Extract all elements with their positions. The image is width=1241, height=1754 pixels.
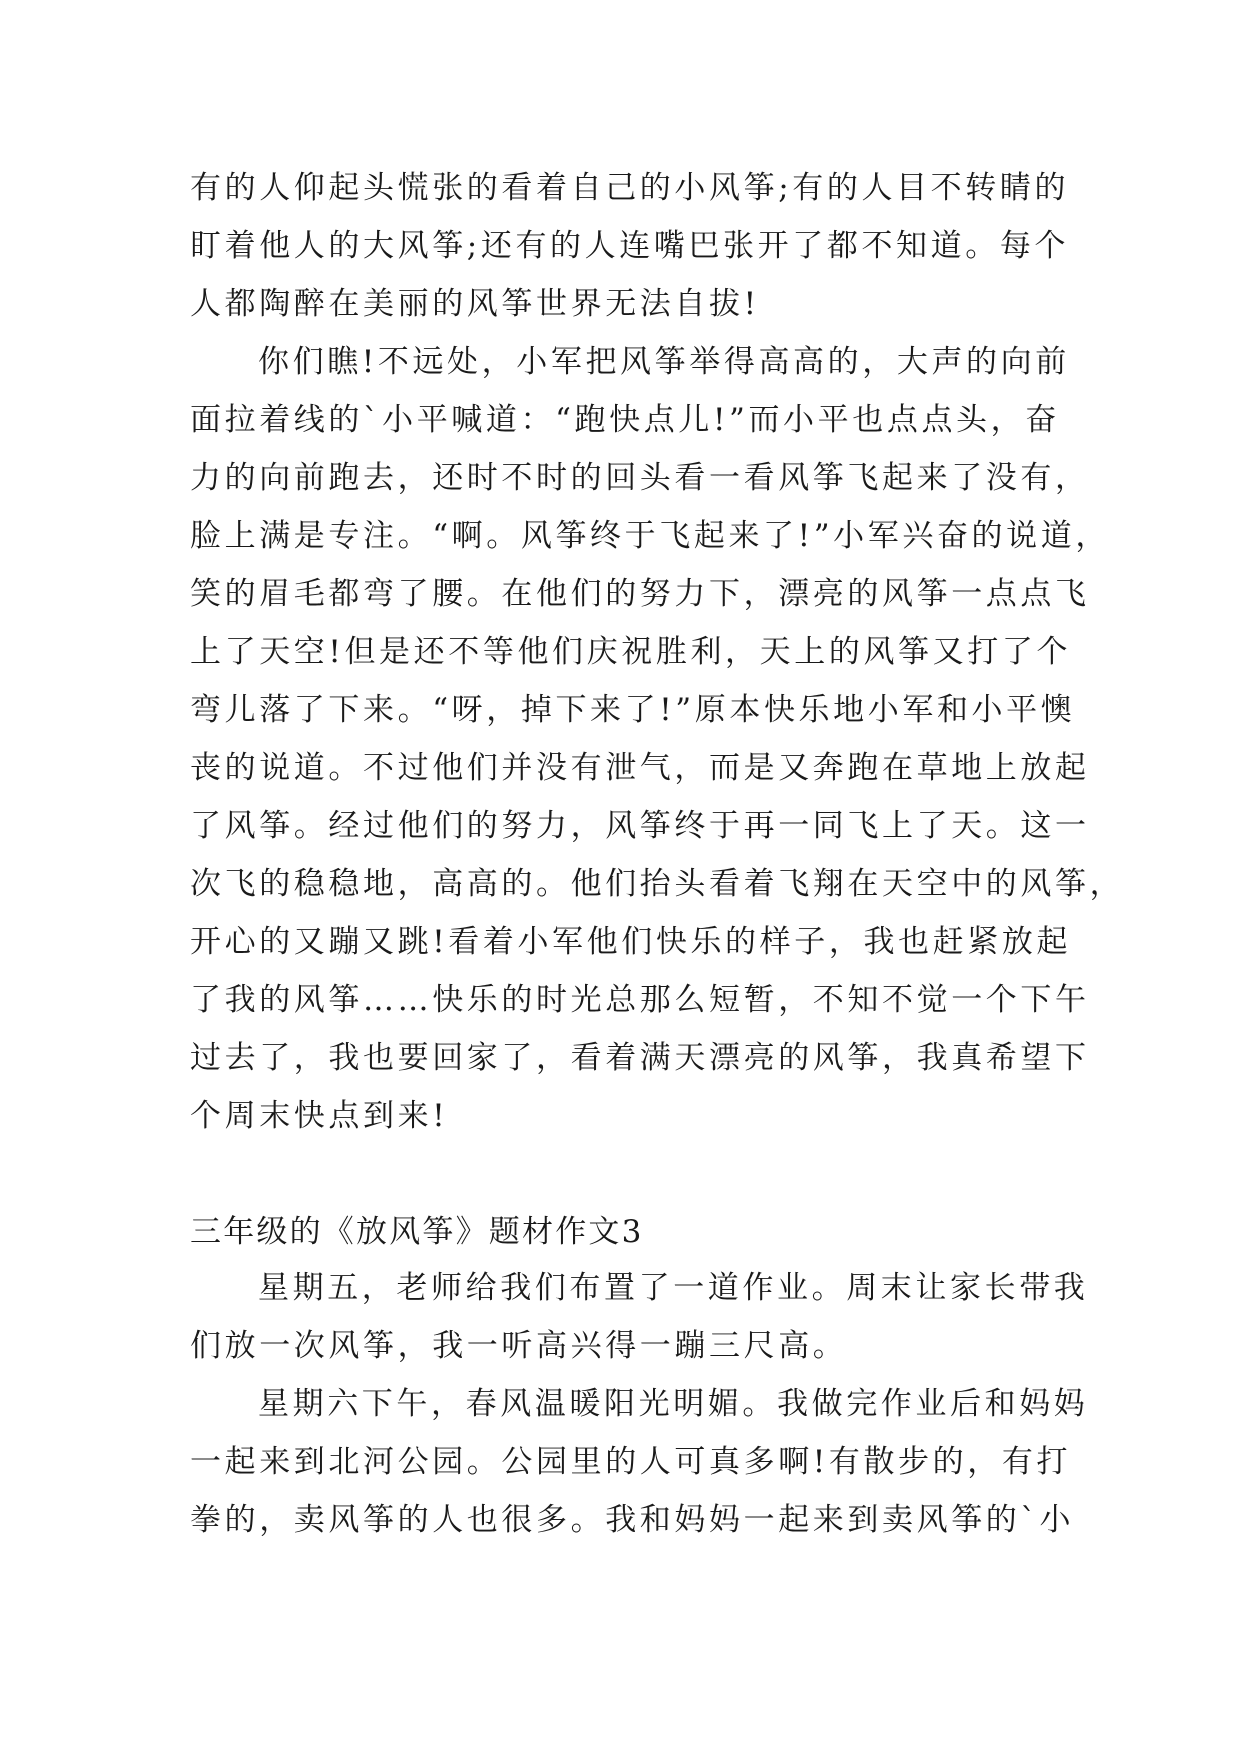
paragraph-line: 有的人仰起头慌张的看着自己的小风筝;有的人目不转睛的 xyxy=(190,170,1070,206)
paragraph-line: 脸上满是专注。“啊。风筝终于飞起来了!”小军兴奋的说道， xyxy=(190,518,1110,554)
paragraph-line: 了我的风筝……快乐的时光总那么短暂，不知不觉一个下午 xyxy=(190,982,1090,1018)
paragraph-line: 们放一次风筝，我一听高兴得一蹦三尺高。 xyxy=(190,1328,848,1364)
paragraph-line: 星期五，老师给我们布置了一道作业。周末让家长带我 xyxy=(258,1270,1089,1306)
paragraph-line: 盯着他人的大风筝;还有的人连嘴巴张开了都不知道。每个 xyxy=(190,228,1070,264)
paragraph-line: 力的向前跑去，还时不时的回头看一看风筝飞起来了没有， xyxy=(190,460,1090,496)
paragraph-line: 了风筝。经过他们的努力，风筝终于再一同飞上了天。这一 xyxy=(190,808,1090,844)
paragraph-line: 笑的眉毛都弯了腰。在他们的努力下，漂亮的风筝一点点飞 xyxy=(190,576,1090,612)
paragraph-line: 一起来到北河公园。公园里的人可真多啊!有散步的，有打 xyxy=(190,1444,1072,1480)
paragraph-line: 次飞的稳稳地，高高的。他们抬头看着飞翔在天空中的风筝， xyxy=(190,866,1125,902)
paragraph-line: 你们瞧!不远处，小军把风筝举得高高的，大声的向前 xyxy=(258,344,1070,380)
paragraph-line: 面拉着线的`小平喊道：“跑快点儿!”而小平也点点头，奋 xyxy=(190,402,1060,438)
paragraph-line: 弯儿落了下来。“呀，掉下来了!”原本快乐地小军和小平懊 xyxy=(190,692,1076,728)
paragraph-line: 过去了，我也要回家了，看着满天漂亮的风筝，我真希望下 xyxy=(190,1040,1090,1076)
paragraph-line: 丧的说道。不过他们并没有泄气，而是又奔跑在草地上放起 xyxy=(190,750,1090,786)
paragraph-line: 人都陶醉在美丽的风筝世界无法自拔! xyxy=(190,286,760,322)
paragraph-line: 个周末快点到来! xyxy=(190,1098,449,1134)
paragraph-line: 星期六下午，春风温暖阳光明媚。我做完作业后和妈妈 xyxy=(258,1386,1089,1422)
section-heading: 三年级的《放风筝》题材作文3 xyxy=(190,1214,644,1250)
paragraph-line: 上了天空!但是还不等他们庆祝胜利，天上的风筝又打了个 xyxy=(190,634,1072,670)
paragraph-line: 开心的又蹦又跳!看着小军他们快乐的样子，我也赶紧放起 xyxy=(190,924,1072,960)
paragraph-line: 拳的，卖风筝的人也很多。我和妈妈一起来到卖风筝的`小 xyxy=(190,1502,1075,1538)
